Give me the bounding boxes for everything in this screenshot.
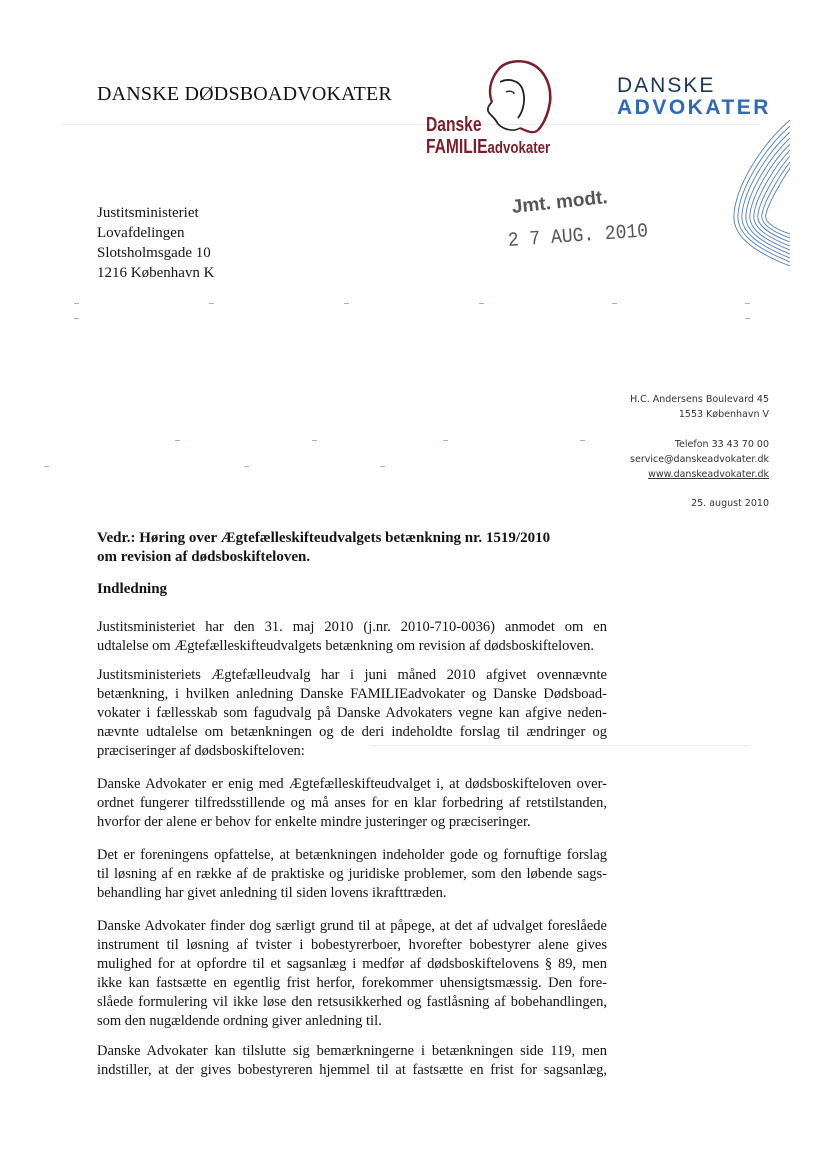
scan-speck xyxy=(344,303,349,304)
letter-date: 25. august 2010 xyxy=(691,498,769,509)
scan-speck xyxy=(244,466,249,467)
paragraph-line: mulighed for at opfordre til et sagsanlæg i medfør af dødsboskiftelovens § 89, men xyxy=(97,956,607,972)
paragraph-line: Danske Advokater kan tilslutte sig bemærkningerne i betænkningen side 119, men xyxy=(97,1043,607,1059)
paragraph-line: udtalelse om Ægtefælleskifteudvalgets betænkning om revision af dødsboskifteloven. xyxy=(97,638,594,654)
swoosh-graphic-icon xyxy=(728,118,790,268)
paragraph-line: ikke kan fastsætte en egentlig frist herfor, forekommer uhensigtsmæssig. Den fore- xyxy=(97,975,607,991)
scan-speck xyxy=(44,466,49,467)
danske-advokater-logo-line2: ADVOKATER xyxy=(617,96,771,119)
org-title: DANSKE DØDSBOADVOKATER xyxy=(97,83,392,105)
scan-speck xyxy=(580,440,585,441)
scan-speck xyxy=(175,440,180,441)
scan-speck xyxy=(745,303,750,304)
paragraph-line: slåede formulering vil ikke løse den retsusikkerhed og fastlåsning af bobehandlingen, xyxy=(97,994,607,1010)
sender-contact-block xyxy=(630,392,769,511)
received-stamp-label: Jmt. modt. xyxy=(510,187,609,218)
recipient-line: Slotsholmsgade 10 xyxy=(97,245,211,261)
paragraph-line: hvorfor der alene er behov for enkelte mindre justeringer og præciseringer. xyxy=(97,814,531,830)
section-heading: Indledning xyxy=(97,581,168,597)
sender-website: www.danskeadvokater.dk xyxy=(648,469,769,480)
subject-line-part: Vedr.: Høring over Ægtefælleskifteudvalgets betænkning nr. 1519/2010 xyxy=(97,530,551,546)
paragraph-line: Justitsministeriets Ægtefælleudvalg har i juni måned 2010 afgivet ovennævnte xyxy=(97,667,607,683)
familieadvokater-logo-line1: Danske xyxy=(426,114,482,136)
paragraph-line: instrument til løsning af tvister i bobestyrerboer, hvorefter bobestyrer alene gives xyxy=(97,937,607,953)
familieadvokater-logo-advokater: advokater xyxy=(487,138,551,157)
recipient-address xyxy=(97,203,214,283)
body-paragraph xyxy=(97,846,607,903)
paragraph-line: vokater i fællesskab som fagudvalg på Danske Advokaters vegne kan afgive neden- xyxy=(97,705,607,721)
paragraph-line: Danske Advokater er enig med Ægtefælleskifteudvalget i, at dødsboskifteloven over- xyxy=(97,776,607,792)
paragraph-line: Det er foreningens opfattelse, at betænkningen indeholder gode og fornuftige forslag xyxy=(97,847,607,863)
scan-speck xyxy=(479,303,484,304)
sender-email: service@danskeadvokater.dk xyxy=(630,454,769,465)
paragraph-line: indstiller, at der gives bobestyreren hjemmel til at fastsætte en frist for sagsanlæg, xyxy=(97,1062,607,1078)
sender-street: H.C. Andersens Boulevard 45 xyxy=(630,394,769,405)
paragraph-line: præciseringer af dødsboskifteloven: xyxy=(97,743,305,759)
recipient-line: Justitsministeriet xyxy=(97,205,199,221)
familieadvokater-logo-line2 xyxy=(426,136,550,159)
paragraph-line: ordnet fungerer tilfredsstillende og må anses for en klar forbedring af retstilstanden, xyxy=(97,795,607,811)
scan-speck xyxy=(74,303,79,304)
sender-phone: Telefon 33 43 70 00 xyxy=(674,439,769,450)
paragraph-line: behandling har givet anledning til siden lovens ikrafttræden. xyxy=(97,885,447,901)
paragraph-line: betænkning, i hvilken anledning Danske FAMILIEadvokater og Danske Dødsboad- xyxy=(97,686,607,702)
subject-line-part: om revision af dødsboskifteloven. xyxy=(97,549,311,565)
body-paragraph xyxy=(97,1042,607,1080)
scan-speck xyxy=(380,466,385,467)
recipient-line: Lovafdelingen xyxy=(97,225,185,241)
paragraph-line: nævnte udtalelse om betænkningen og de deri indeholdte forslag til ændringer og xyxy=(97,724,607,740)
scan-speck xyxy=(74,318,79,319)
scan-speck xyxy=(443,440,448,441)
body-paragraph xyxy=(97,917,607,1031)
paragraph-line: som den nugældende ordning giver anledning til. xyxy=(97,1013,382,1029)
danske-advokater-logo-line1: DANSKE xyxy=(617,74,716,97)
body-paragraph xyxy=(97,618,607,656)
familieadvokater-logo xyxy=(426,58,558,162)
paragraph-line: Justitsministeriet har den 31. maj 2010 (j.nr. 2010-710-0036) anmodet om en xyxy=(97,619,607,635)
body-paragraph xyxy=(97,666,607,761)
scan-speck xyxy=(745,318,750,319)
scan-speck xyxy=(612,303,617,304)
body-paragraph xyxy=(97,775,607,832)
recipient-line: 1216 København K xyxy=(97,265,215,281)
received-stamp-date: 2 7 AUG. 2010 xyxy=(507,220,649,253)
warrior-head-icon xyxy=(480,58,558,138)
paragraph-line: til løsning af en række af de praktiske og juridiske problemer, som den løbende sags- xyxy=(97,866,607,882)
sender-city: 1553 København V xyxy=(678,409,769,420)
scan-speck xyxy=(312,440,317,441)
scan-artifact xyxy=(60,124,760,125)
paragraph-line: Danske Advokater finder dog særligt grund til at påpege, at det af udvalget foreslåede xyxy=(97,918,607,934)
subject-line xyxy=(97,529,617,567)
scan-speck xyxy=(209,303,214,304)
familieadvokater-logo-familie: FAMILIE xyxy=(426,136,488,158)
